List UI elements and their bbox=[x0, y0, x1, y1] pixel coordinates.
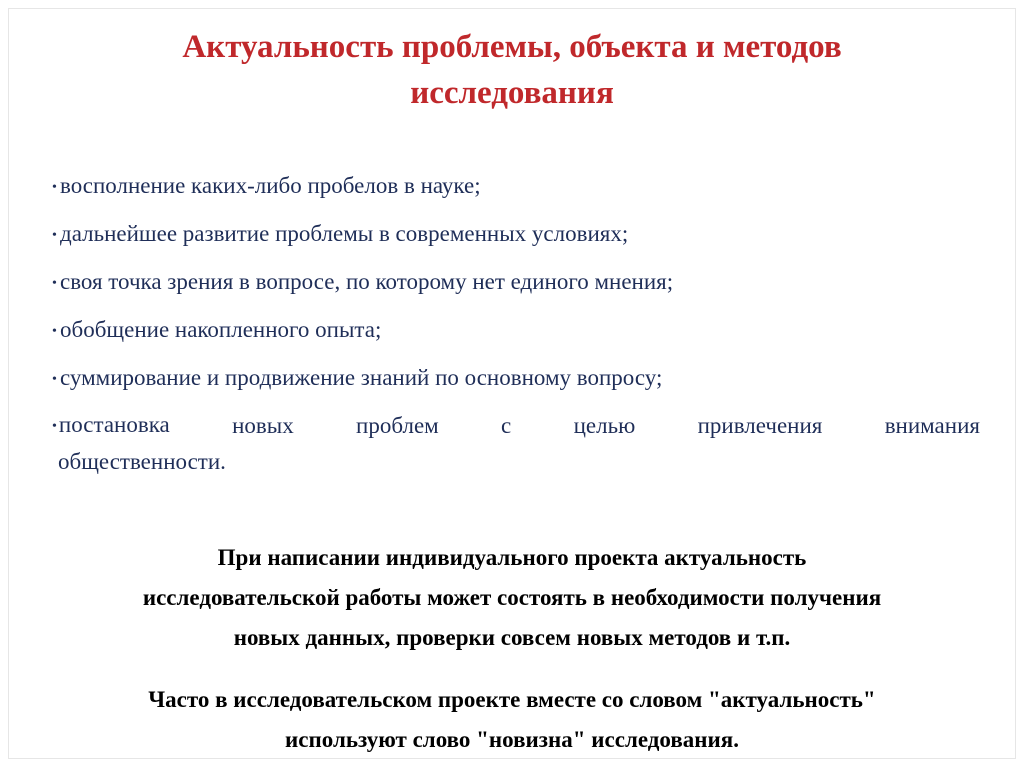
bullet-word: проблем bbox=[356, 413, 439, 438]
bullet-word-text: постановка bbox=[58, 412, 170, 438]
bullet-word: с bbox=[501, 413, 512, 438]
note-1-line-1: При написании индивидуального проекта актуальность bbox=[217, 545, 807, 570]
bullet-item bbox=[52, 162, 980, 210]
note-1-line-3: новых данных, проверки совсем новых методов и т.п. bbox=[233, 625, 791, 650]
bullet-dot-icon: • bbox=[52, 418, 57, 434]
note-2-line-1: Часто в исследовательском проекте вместе со словом "актуальность" bbox=[148, 687, 876, 712]
bullet-word: новых bbox=[232, 413, 294, 438]
slide-title bbox=[0, 24, 1024, 116]
bullet-dot-icon: • bbox=[52, 275, 57, 291]
slide-title-line-2: исследования bbox=[410, 75, 614, 111]
note-paragraph-2 bbox=[0, 680, 1024, 760]
bullet-dot-icon: • bbox=[52, 371, 57, 387]
bullet-text: дальнейшее развитие проблемы в современных условиях; bbox=[60, 221, 629, 246]
bullet-item bbox=[52, 354, 980, 402]
bullet-text: своя точка зрения в вопросе, по которому нет единого мнения; bbox=[60, 269, 674, 294]
bullet-dot-icon: • bbox=[52, 227, 57, 243]
bullet-text: суммирование и продвижение знаний по основному вопросу; bbox=[60, 365, 663, 390]
bullet-dot-icon: • bbox=[52, 179, 57, 195]
bullet-item bbox=[52, 306, 980, 354]
bullet-text: обобщение накопленного опыта; bbox=[60, 317, 382, 342]
bullet-word: привлечения bbox=[697, 413, 823, 438]
bullet-item-last bbox=[52, 408, 980, 480]
bullet-text: восполнение каких-либо пробелов в науке; bbox=[60, 173, 481, 198]
bullet-justified-line bbox=[52, 408, 980, 444]
bullet-item bbox=[52, 258, 980, 306]
bullet-dot-icon: • bbox=[52, 323, 57, 339]
bullet-word: целью bbox=[573, 413, 636, 438]
note-paragraph-1 bbox=[0, 538, 1024, 658]
note-2-line-2: используют слово "новизна" исследования. bbox=[285, 727, 739, 752]
bullet-item bbox=[52, 210, 980, 258]
bullet-word bbox=[52, 407, 170, 445]
slide-title-line-1: Актуальность проблемы, объекта и методов bbox=[182, 29, 842, 65]
note-1-line-2: исследовательской работы может состоять в необходимости получения bbox=[142, 585, 882, 610]
bullet-list bbox=[52, 162, 980, 480]
bullet-word: внимания bbox=[884, 413, 980, 438]
bullet-continuation: общественности. bbox=[58, 449, 226, 474]
